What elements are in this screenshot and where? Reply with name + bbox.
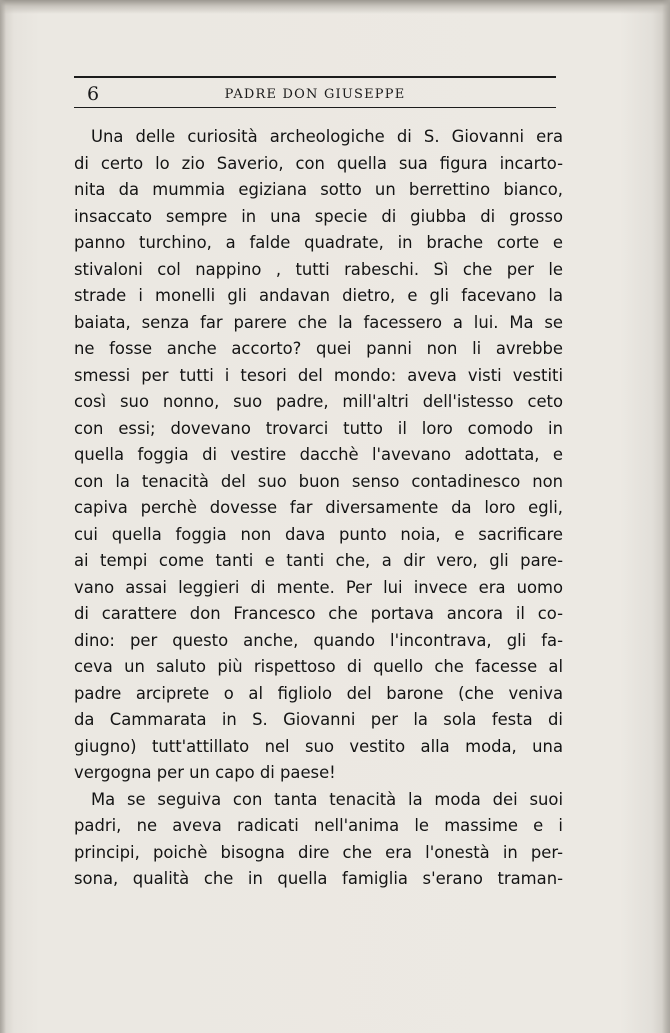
text-line: nita da mummia egiziana sotto un berrettino bianco,: [74, 180, 563, 199]
text-line: stivaloni col nappino , tutti rabeschi. Sì che per le: [74, 260, 563, 279]
page-right-edge: [662, 0, 670, 1033]
running-title: PADRE DON GIUSEPPE: [224, 87, 406, 102]
text-line: di carattere don Francesco che portava ancora il co-: [74, 604, 563, 623]
text-line: di certo lo zio Saverio, con quella sua figura incarto-: [74, 154, 563, 173]
text-line: capiva perchè dovesse far diversamente da loro egli,: [74, 498, 563, 517]
text-line: vergogna per un capo di paese!: [74, 763, 336, 782]
text-line: con la tenacità del suo buon senso contadinesco non: [74, 472, 563, 491]
text-line: strade i monelli gli andavan dietro, e gli facevano la: [74, 286, 563, 305]
page-number: 6: [87, 83, 100, 105]
text-line: cui quella foggia non dava punto noia, e sacrificare: [74, 525, 563, 544]
text-line: panno turchino, a falde quadrate, in brache corte e: [74, 233, 563, 252]
text-line: da Cammarata in S. Giovanni per la sola festa di: [74, 710, 563, 729]
text-line: dino: per questo anche, quando l'incontrava, gli fa-: [74, 631, 563, 650]
text-line: quella foggia di vestire dacchè l'avevano adottata, e: [74, 445, 563, 464]
text-line: principi, poichè bisogna dire che era l'onestà in per-: [74, 843, 563, 862]
page-top-shadow: [0, 0, 670, 14]
text-line: padre arciprete o al figliolo del barone (che veniva: [74, 684, 563, 703]
text-line: così suo nonno, suo padre, mill'altri dell'istesso ceto: [74, 392, 563, 411]
text-line: ceva un saluto più rispettoso di quello che facesse al: [74, 657, 563, 676]
text-line: sona, qualità che in quella famiglia s'erano traman-: [74, 869, 563, 888]
text-line: baiata, senza far parere che la facessero a lui. Ma se: [74, 313, 563, 332]
text-line: Ma se seguiva con tanta tenacità la moda dei suoi: [91, 790, 563, 809]
text-line: smessi per tutti i tesori del mondo: aveva visti vestiti: [74, 366, 563, 385]
text-line: vano assai leggieri di mente. Per lui invece era uomo: [74, 578, 563, 597]
header-rule-top: [74, 76, 556, 78]
page-left-edge: [0, 0, 6, 1033]
text-line: con essi; dovevano trovarci tutto il loro comodo in: [74, 419, 563, 438]
text-line: ai tempi come tanti e tanti che, a dir vero, gli pare-: [74, 551, 563, 570]
text-line: giugno) tutt'attillato nel suo vestito alla moda, una: [74, 737, 563, 756]
header-rule-bottom: [74, 107, 556, 108]
text-line: insaccato sempre in una specie di giubba di grosso: [74, 207, 563, 226]
text-line: Una delle curiosità archeologiche di S. Giovanni era: [91, 127, 563, 146]
text-line: ne fosse anche accorto? quei panni non li avrebbe: [74, 339, 563, 358]
text-line: padri, ne aveva radicati nell'anima le massime e i: [74, 816, 563, 835]
